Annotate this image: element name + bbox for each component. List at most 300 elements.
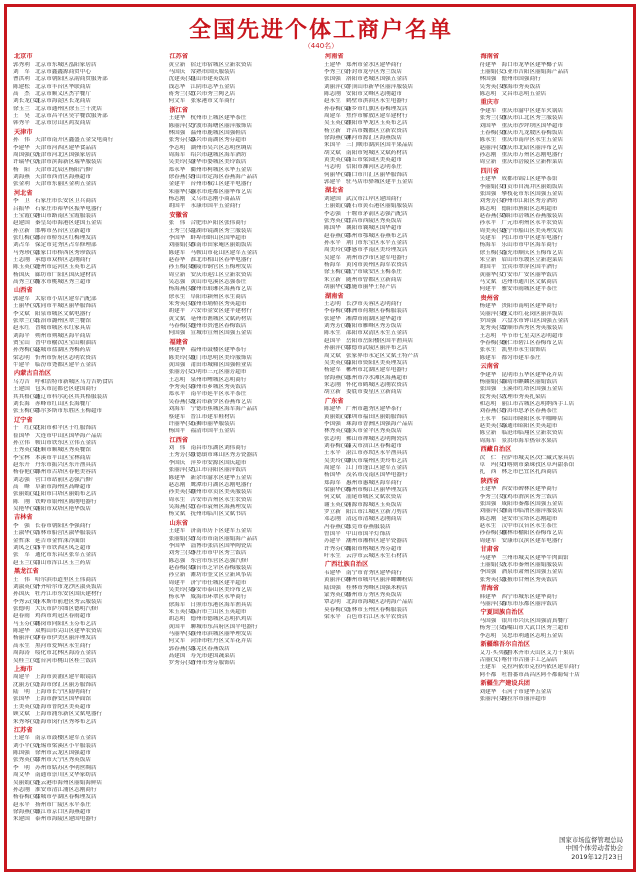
list-item bbox=[13, 69, 163, 76]
person-name: 梁志明 bbox=[13, 354, 30, 361]
province-section bbox=[169, 212, 319, 338]
list-item bbox=[169, 414, 319, 421]
list-item bbox=[169, 391, 319, 398]
business-name: 石家庄市长安区卫兵商店 bbox=[35, 198, 97, 205]
list-item bbox=[324, 330, 474, 337]
business-name: 攀枝花市东区国强五金店 bbox=[501, 190, 564, 197]
list-item bbox=[480, 455, 630, 462]
list-item bbox=[480, 235, 630, 242]
business-name: 衡阳市雁峰区秀芳饭店 bbox=[346, 323, 402, 330]
business-name: 佳木斯市前进区秀云服装店 bbox=[35, 598, 103, 605]
business-name: 酒泉市肃州区国强五金店 bbox=[501, 569, 564, 576]
person-name: 马国庆 bbox=[168, 68, 186, 75]
person-name: 徐永生 bbox=[168, 293, 186, 300]
business-name: 通辽市科尔沁区其其格服装店 bbox=[35, 393, 108, 400]
business-name: 恩施市丽华土特产店 bbox=[346, 284, 397, 291]
list-item bbox=[324, 465, 474, 472]
person-name: 王志刚 bbox=[13, 257, 30, 264]
person-name: 王丽娟(女) bbox=[479, 562, 507, 569]
province-section bbox=[480, 478, 630, 545]
business-name: 桂林市秀峰区国强米粉店 bbox=[346, 584, 408, 591]
list-item bbox=[324, 323, 474, 330]
list-item bbox=[324, 450, 474, 457]
person-name: 王丽华(女) bbox=[13, 303, 40, 310]
person-name: 邓志刚 bbox=[324, 516, 341, 523]
list-item bbox=[324, 389, 474, 396]
list-item bbox=[13, 408, 163, 415]
list-item bbox=[480, 272, 630, 279]
person-name: 王建军 bbox=[13, 735, 30, 742]
business-name: 林芝市巴宜区扎西商店 bbox=[501, 469, 558, 476]
list-item bbox=[480, 633, 630, 640]
person-name: 陈志明 bbox=[479, 90, 497, 97]
list-item bbox=[324, 225, 474, 232]
list-item bbox=[324, 367, 474, 374]
business-name: 安庆市迎江区立新农资店 bbox=[190, 271, 253, 278]
person-name: 李宝林 bbox=[13, 454, 30, 461]
business-name: 淮安市清江浦区志刚商行 bbox=[35, 786, 97, 793]
list-item bbox=[13, 152, 163, 159]
business-name: 遂宁市船山区美英理发店 bbox=[501, 227, 564, 234]
person-name: 张丽萍(女) bbox=[479, 695, 507, 702]
list-item bbox=[169, 467, 319, 474]
list-item bbox=[169, 511, 319, 518]
business-name: 扬州市广陵区永平茶庄 bbox=[35, 801, 91, 808]
person-name: 赵春燕(女) bbox=[324, 232, 351, 239]
list-item bbox=[169, 355, 319, 362]
list-item bbox=[13, 506, 163, 513]
list-item bbox=[13, 469, 163, 476]
list-item bbox=[324, 262, 474, 269]
business-name: 绵阳市涪城区春燕服装店 bbox=[501, 212, 564, 219]
business-name: 上海市长宁区陆明商行 bbox=[35, 689, 91, 696]
list-item bbox=[13, 91, 163, 98]
honoree-count: （440名） bbox=[303, 42, 339, 50]
province-section bbox=[480, 446, 630, 477]
person-name: 陈建军 bbox=[168, 249, 186, 256]
business-name: 开封市龙亭区秀兰饭店 bbox=[346, 68, 402, 75]
business-name: 宜兴市秀兰陶艺店 bbox=[190, 90, 236, 97]
person-name: 张秀芬(女) bbox=[168, 137, 196, 144]
list-item bbox=[480, 462, 630, 469]
list-item bbox=[169, 638, 319, 645]
person-name: 周建军 bbox=[479, 537, 497, 544]
business-name: 毕节市七星关区志明超市 bbox=[501, 332, 564, 339]
person-name: 郭春燕(女) bbox=[168, 645, 196, 652]
list-item bbox=[13, 650, 163, 657]
business-name: 赣州市章贡区美英服装店 bbox=[190, 489, 253, 496]
person-name: 覃志明 bbox=[324, 599, 341, 606]
person-name: 李志明 bbox=[479, 632, 497, 639]
business-name: 黄冈市黄州区海军农资店 bbox=[346, 262, 408, 269]
business-name: 汉中市汉台区永生茶庄 bbox=[501, 523, 558, 530]
list-item bbox=[13, 599, 163, 606]
business-name: 牡丹江市东安区国庆建材行 bbox=[35, 591, 103, 598]
list-item bbox=[169, 84, 319, 91]
list-item bbox=[13, 545, 163, 552]
person-name: 朱立新 bbox=[324, 276, 341, 283]
person-name: 刘丽娟(女) bbox=[168, 242, 196, 249]
list-item bbox=[324, 502, 474, 509]
business-name: 岳阳市岳阳楼区国平渔具店 bbox=[346, 337, 414, 344]
person-name: 周立新 bbox=[168, 271, 186, 278]
person-name: 杨海燕(女) bbox=[168, 286, 196, 293]
person-name: 王宝霞(女) bbox=[13, 212, 40, 219]
person-name: 刘志强 bbox=[13, 476, 30, 483]
list-item bbox=[324, 345, 474, 352]
person-name: 沈建英(女) bbox=[168, 76, 196, 83]
province-section bbox=[480, 363, 630, 445]
list-item bbox=[480, 594, 630, 601]
business-name: 常德市武陵区丽萍布艺店 bbox=[346, 345, 408, 352]
person-name: 张丽芳(女) bbox=[168, 369, 196, 376]
list-item bbox=[324, 316, 474, 323]
list-item bbox=[480, 340, 630, 347]
business-name: 泸州市江阳区秀芳酒坊 bbox=[501, 198, 558, 205]
person-name: 刘 伟 bbox=[168, 445, 186, 452]
list-item bbox=[13, 780, 163, 787]
list-item bbox=[13, 167, 163, 174]
list-item bbox=[480, 379, 630, 386]
province-section bbox=[13, 727, 163, 824]
person-name: 何国强 bbox=[168, 330, 186, 337]
person-name: 孙丽萍(女) bbox=[324, 345, 351, 352]
business-name: 梧州市万秀区秀英饭店 bbox=[346, 592, 402, 598]
person-name: 许瑞华(女) bbox=[13, 159, 40, 166]
business-name: 南平市延平区永平茶庄 bbox=[190, 391, 247, 398]
person-name: 孙国庆 bbox=[13, 591, 30, 598]
business-name: 宁波市海曙区丽萍服饰店 bbox=[190, 122, 253, 129]
list-item bbox=[13, 235, 163, 242]
business-name: 盐城市亭湖区春梅理发店 bbox=[35, 794, 97, 801]
business-name: 烟台市芝罘区春梅服装店 bbox=[190, 564, 253, 571]
person-name: 林建华 bbox=[168, 347, 186, 354]
business-name: 厦门市思明区美玲服饰店 bbox=[190, 354, 253, 361]
business-name: 宣城市宣州区国强五金店 bbox=[190, 330, 253, 337]
list-item bbox=[480, 650, 630, 657]
business-name: 南阳市宛城区文斌药材店 bbox=[346, 149, 408, 156]
list-item bbox=[13, 584, 163, 591]
list-item bbox=[13, 689, 163, 696]
person-name: 李志明 bbox=[168, 144, 186, 151]
list-item bbox=[324, 135, 474, 142]
province-section bbox=[480, 546, 630, 584]
province-heading: 黑龙江省 bbox=[14, 568, 39, 576]
list-item bbox=[480, 303, 630, 310]
person-name: 赵永生 bbox=[479, 523, 497, 530]
list-item bbox=[324, 436, 474, 443]
list-item bbox=[324, 284, 474, 291]
business-name: 昆山市建英饭店 bbox=[190, 76, 230, 83]
person-name: 王春梅(女) bbox=[479, 129, 507, 136]
person-name: 刘秀芳(女) bbox=[479, 198, 507, 205]
person-name: 梁永平 bbox=[324, 614, 341, 621]
person-name: 何文军 bbox=[168, 638, 186, 645]
business-name: 泰安市泰山区美玲布艺店 bbox=[190, 586, 253, 593]
business-name: 乐山市市中区海军商行 bbox=[501, 242, 558, 249]
province-heading: 广东省 bbox=[325, 397, 344, 405]
list-item bbox=[169, 475, 319, 482]
list-item bbox=[480, 347, 630, 354]
business-name: 淄博市张店区国华陶瓷店 bbox=[190, 542, 253, 549]
person-name: 王志明 bbox=[168, 376, 186, 383]
business-name: 太原市小店区建军汽配部 bbox=[35, 296, 97, 302]
business-name: 长沙市芙蓉区志明商行 bbox=[346, 301, 402, 308]
business-name: 东莞市春燕服装店 bbox=[346, 523, 391, 530]
list-item bbox=[169, 406, 319, 413]
list-column bbox=[324, 53, 474, 843]
province-heading: 甘肃省 bbox=[480, 546, 500, 554]
list-item bbox=[480, 355, 630, 362]
list-item bbox=[324, 360, 474, 367]
person-name: 马建华 bbox=[479, 554, 497, 561]
person-name: 杨国华 bbox=[324, 472, 341, 479]
business-name: 重庆市江北区秀兰服装店 bbox=[501, 115, 564, 122]
province-section bbox=[480, 99, 630, 166]
business-name: 南宁市青秀区建华商行 bbox=[346, 569, 402, 576]
person-name: 李建华 bbox=[479, 371, 497, 378]
issuer-name: 国家市场监督管理总局 bbox=[559, 835, 623, 844]
business-name: 白山市浑江区玉兰药店 bbox=[35, 559, 91, 566]
person-name: 马志明 bbox=[324, 164, 341, 171]
person-name: 王永平 bbox=[479, 415, 497, 422]
person-name: 赵春雨 bbox=[13, 613, 30, 620]
person-name: 周美英(女) bbox=[479, 227, 507, 234]
list-item bbox=[480, 423, 630, 430]
business-name: 江门市蓬江区建军五金店 bbox=[346, 464, 408, 471]
business-name: 抚顺市顺城区秀英餐馆 bbox=[35, 447, 91, 454]
business-name: 喀什市古丽手工艺品店 bbox=[501, 656, 558, 663]
business-name: 许昌市魏都区立新农资店 bbox=[346, 127, 408, 134]
business-name: 景德镇市珠山区秀芳瓷器店 bbox=[190, 452, 258, 459]
business-name: 漯河市源汇区海燕饭店 bbox=[346, 135, 402, 142]
business-name: 重庆市南岸区永生五金店 bbox=[501, 137, 564, 144]
person-name: 王秀芳(女) bbox=[168, 452, 196, 459]
list-item bbox=[13, 181, 163, 188]
business-name: 新余市渝水区建华五金店 bbox=[190, 474, 253, 481]
list-item bbox=[480, 416, 630, 423]
province-heading: 江苏省 bbox=[14, 726, 33, 734]
person-name: 张国强 bbox=[324, 76, 341, 83]
list-item bbox=[480, 228, 630, 235]
list-item bbox=[480, 84, 630, 91]
business-name: 聊城市东昌府区国平电器行 bbox=[190, 623, 258, 630]
business-name: 通化市东昌区张军五金店 bbox=[35, 552, 97, 559]
business-name: 儋州市国强商行 bbox=[501, 76, 541, 83]
list-item bbox=[480, 286, 630, 293]
list-item bbox=[324, 62, 474, 69]
list-item bbox=[13, 433, 163, 440]
business-name: 江阴市志华五金店 bbox=[190, 83, 236, 90]
person-name: 刘淑英(女) bbox=[13, 584, 40, 591]
person-name: 高 杰 bbox=[13, 90, 30, 97]
business-name: 铜仁市碧江区春梅布艺店 bbox=[501, 340, 564, 347]
business-name: 张掖市甘州区秀英饭店 bbox=[501, 576, 558, 583]
person-name: 周文华 bbox=[13, 772, 30, 779]
person-name: 阿不都 bbox=[479, 671, 497, 678]
person-name: 蒙秀英(女) bbox=[324, 592, 351, 598]
person-name: 杨海军 bbox=[479, 242, 497, 249]
business-name: 阿拉尔市丽萍超市 bbox=[501, 695, 547, 702]
business-name: 萍乡市安源区国庆超市 bbox=[190, 459, 247, 466]
list-item bbox=[169, 609, 319, 616]
business-name: 镇江市京口区海燕超市 bbox=[35, 808, 91, 815]
business-name: 拉萨市城关区次仁藏式家具店 bbox=[501, 454, 575, 461]
list-item bbox=[13, 765, 163, 772]
list-item bbox=[324, 406, 474, 413]
person-name: 符建华 bbox=[479, 61, 497, 68]
person-name: 徐玉兰 bbox=[13, 105, 30, 112]
business-name: 阜新市海州区高峰超市 bbox=[35, 484, 91, 491]
province-heading: 海南省 bbox=[480, 53, 500, 60]
business-name: 沈阳市和平区于红服饰店 bbox=[35, 425, 97, 432]
list-item bbox=[324, 308, 474, 315]
list-item bbox=[13, 174, 163, 181]
person-name: 朱国平 bbox=[324, 142, 341, 149]
province-section bbox=[324, 187, 474, 291]
person-name: 何文军 bbox=[168, 98, 186, 105]
business-name: 茂名市茂南区国华电器行 bbox=[346, 472, 408, 479]
list-item bbox=[13, 250, 163, 257]
province-heading: 贵州省 bbox=[480, 294, 500, 302]
person-name: 牛建平 bbox=[13, 362, 30, 369]
business-name: 云浮市云城区永生石材店 bbox=[346, 553, 408, 560]
person-name: 周美玲(女) bbox=[324, 247, 351, 254]
business-name: 常州市天宁区秀英饭店 bbox=[35, 757, 91, 764]
business-name: 宿迁市宿城区立新农资店 bbox=[190, 61, 253, 68]
business-name: 北京市东城区泓阳家居店 bbox=[35, 61, 97, 68]
person-name: 黄立新 bbox=[168, 61, 186, 68]
business-name: 揭阳市榕城区秀芬超市 bbox=[346, 545, 402, 552]
list-item bbox=[480, 257, 630, 264]
province-heading: 河南省 bbox=[325, 53, 344, 60]
business-name: 南通市崇川区文华家纺店 bbox=[35, 772, 97, 779]
list-item bbox=[480, 689, 630, 696]
person-name: 李春梅(女) bbox=[479, 340, 507, 347]
business-name: 大同市平城区丽华服饰店 bbox=[35, 303, 97, 310]
list-item bbox=[480, 108, 630, 115]
province-section bbox=[169, 437, 319, 519]
business-name: 连云港市海州区丽娟海鲜店 bbox=[35, 779, 103, 786]
list-item bbox=[13, 355, 163, 362]
person-name: 赵春燕(女) bbox=[479, 212, 507, 219]
list-column bbox=[13, 53, 163, 843]
list-item bbox=[169, 377, 319, 384]
list-item bbox=[169, 316, 319, 323]
list-item bbox=[13, 76, 163, 83]
business-name: 延安市宝塔区志刚超市 bbox=[501, 515, 558, 522]
person-name: 胡立新 bbox=[324, 389, 341, 396]
person-name: 李秀英(女) bbox=[168, 384, 196, 391]
list-item bbox=[13, 362, 163, 369]
business-name: 天津市河北区国强家居店 bbox=[35, 151, 97, 158]
business-name: 莱芜区春燕饭店 bbox=[190, 645, 230, 652]
person-name: 胡建平 bbox=[168, 308, 186, 315]
list-item bbox=[480, 430, 630, 437]
list-item bbox=[13, 296, 163, 303]
list-item bbox=[480, 508, 630, 515]
list-item bbox=[13, 206, 163, 213]
business-name: 衡水市桃城区秀兰超市 bbox=[35, 279, 91, 286]
person-name: 杨国平 bbox=[168, 428, 186, 435]
list-item bbox=[324, 414, 474, 421]
list-item bbox=[169, 660, 319, 667]
list-item bbox=[13, 621, 163, 628]
list-item bbox=[13, 145, 163, 152]
list-item bbox=[480, 625, 630, 632]
person-name: 钱志华 bbox=[168, 83, 186, 90]
province-heading: 重庆市 bbox=[480, 99, 500, 107]
business-name: 邯郸市丛台区立新超市 bbox=[35, 227, 91, 234]
province-heading: 北京市 bbox=[14, 53, 33, 60]
person-name: 孙永平 bbox=[324, 240, 341, 247]
business-name: 河源市源城区玉英饭店 bbox=[346, 501, 402, 508]
business-name: 秦皇岛市海港区建国五金店 bbox=[35, 220, 103, 227]
business-name: 七台河市桃山区桂兰饭店 bbox=[35, 657, 97, 664]
province-section bbox=[13, 370, 163, 415]
business-name: 芜湖市镜湖区秀兰服装店 bbox=[190, 227, 253, 234]
list-item bbox=[13, 447, 163, 454]
list-item bbox=[169, 347, 319, 354]
person-name: 吴艳华(女) bbox=[13, 506, 40, 513]
business-name: 台州市椒江区建平电器行 bbox=[190, 181, 253, 188]
business-name: 鞍山市铁东区立伟五金店 bbox=[35, 440, 97, 447]
list-item bbox=[480, 516, 630, 523]
business-name: 北京市海淀区长龙商店 bbox=[35, 98, 91, 105]
list-item bbox=[480, 220, 630, 227]
business-name: 宜春市袁州区海燕理发店 bbox=[190, 503, 253, 510]
person-name: 何文斌 bbox=[324, 494, 341, 501]
province-heading: 内蒙古自治区 bbox=[14, 370, 52, 378]
list-item bbox=[480, 618, 630, 625]
province-section bbox=[13, 129, 163, 189]
person-name: 林秀英(女) bbox=[324, 428, 351, 435]
person-name: 何丽华(女) bbox=[324, 171, 351, 178]
person-name: 卓 玛(女) bbox=[479, 462, 507, 469]
business-name: 昆明市五华区建华花卉店 bbox=[501, 371, 564, 378]
list-item bbox=[13, 787, 163, 794]
person-name: 周海军 bbox=[479, 437, 497, 444]
business-name: 滨州市滨城区丽华理发店 bbox=[190, 630, 253, 637]
list-item bbox=[169, 384, 319, 391]
list-item bbox=[13, 386, 163, 393]
business-name: 鸡西市鸡冠区春雨超市 bbox=[35, 613, 91, 620]
list-item bbox=[169, 504, 319, 511]
list-item bbox=[13, 674, 163, 681]
business-name: 宝鸡市渭滨区秀兰饭店 bbox=[501, 493, 558, 500]
business-name: 九江市浔阳区丽萍饭店 bbox=[190, 467, 247, 474]
person-name: 赵永平 bbox=[13, 801, 30, 808]
business-name: 合肥市庐阳区张伟商行 bbox=[190, 220, 247, 227]
person-name: 韦建华 bbox=[324, 569, 341, 576]
province-section bbox=[480, 609, 630, 640]
person-name: 吴玉英(女) bbox=[324, 120, 351, 127]
list-item bbox=[169, 76, 319, 83]
person-name: 孙永平 bbox=[479, 220, 497, 227]
person-name: 林国强 bbox=[168, 129, 186, 136]
list-item bbox=[324, 614, 474, 621]
list-item bbox=[324, 524, 474, 531]
person-name: 张 伟 bbox=[168, 220, 186, 227]
list-item bbox=[169, 152, 319, 159]
business-name: 天津市东丽区金利五金店 bbox=[35, 181, 97, 188]
business-name: 上海市徐汇区丽芳服饰店 bbox=[35, 681, 97, 688]
list-item bbox=[324, 247, 474, 254]
person-name: 曾国平 bbox=[324, 531, 341, 537]
business-name: 琼海市秀英饭店 bbox=[501, 83, 541, 90]
list-item bbox=[324, 233, 474, 240]
list-item bbox=[13, 750, 163, 757]
